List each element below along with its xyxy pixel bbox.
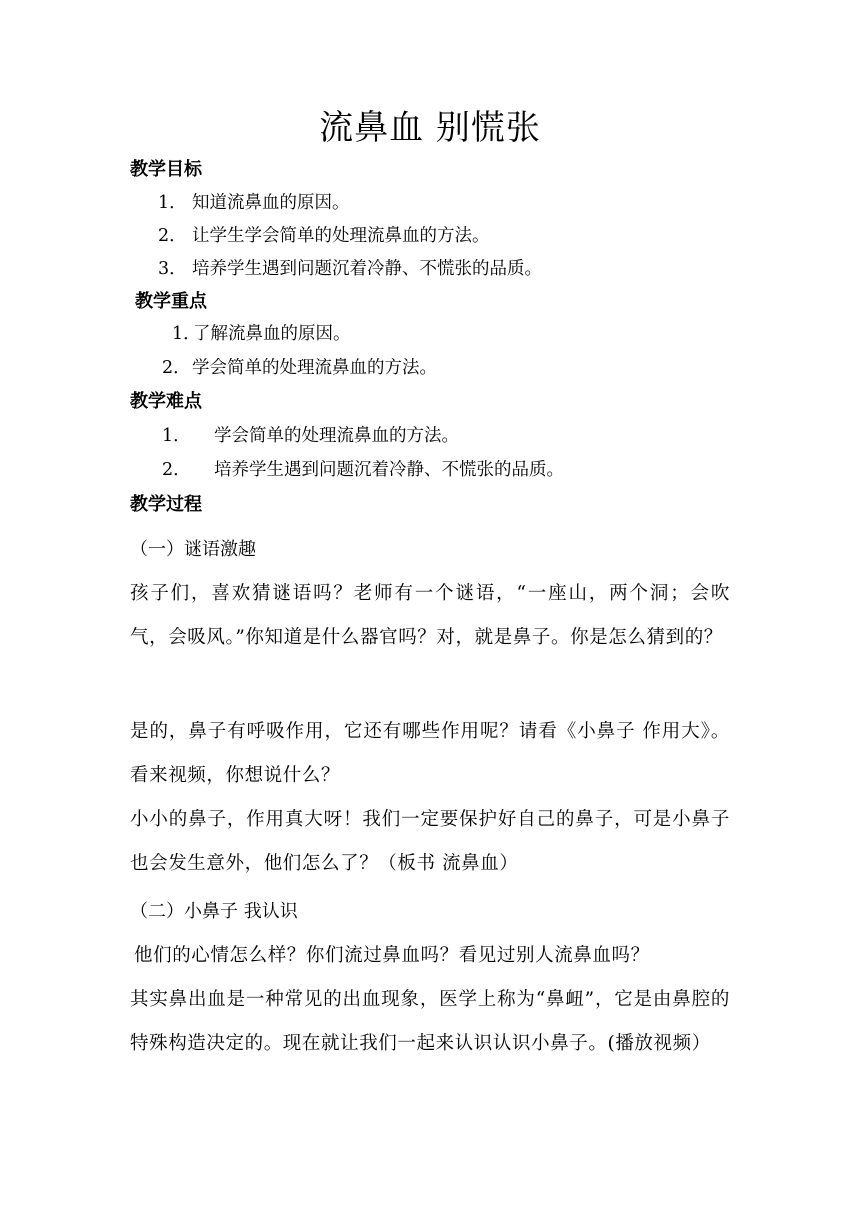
item-number: 2． [162,358,191,378]
key-point-item-2 [162,354,437,382]
item-text: 让学生学会简单的处理流鼻血的方法。 [192,226,490,246]
item-number: 3． [158,259,187,279]
objective-item-2 [158,222,490,250]
document-title: 流鼻血 别慌张 [319,108,541,148]
key-point-item-1 [172,320,351,348]
paragraph-nose-accident: 小小的鼻子，作用真大呀！我们一定要保护好自己的鼻子，可是小鼻子也会发生意外，他们怎么了？（板书 流鼻血） [130,809,730,874]
item-text: 培养学生遇到问题沉着冷静、不慌张的品质。 [192,259,542,279]
difficulty-item-1 [162,422,459,450]
item-number: 1． [162,426,191,446]
item-text: 知道流鼻血的原因。 [192,193,350,213]
section-title-know-nose: （二）小鼻子 我认识 [130,901,298,922]
section-title-riddle: （一）谜语激趣 [130,539,256,560]
item-number: 1． [172,324,201,344]
objectives-heading: 教学目标 [130,159,202,180]
item-number: 1． [158,193,187,213]
item-text: 培养学生遇到问题沉着冷静、不慌张的品质。 [214,460,564,480]
process-heading: 教学过程 [130,494,202,515]
difficulty-item-2 [162,456,564,484]
paragraph-nosebleed-explain: 其实鼻出血是一种常见的出血现象，医学上称为“鼻衄”，它是由鼻腔的特殊构造决定的。现在就让我们一起来认识认识小鼻子。(播放视频） [130,989,730,1054]
item-text: 了解流鼻血的原因。 [193,324,351,344]
item-text: 学会简单的处理流鼻血的方法。 [192,358,437,378]
key-points-heading: 教学重点 [135,291,207,312]
paragraph-nose-function: 是的，鼻子有呼吸作用，它还有哪些作用呢？请看《小鼻子 作用大》。看来视频，你想说什么？ [130,721,730,786]
objective-item-3 [158,255,542,283]
difficulties-heading: 教学难点 [130,391,202,412]
item-text: 学会简单的处理流鼻血的方法。 [214,426,459,446]
item-number: 2． [158,226,187,246]
objective-item-1 [158,189,350,217]
paragraph-riddle: 孩子们，喜欢猜谜语吗？老师有一个谜语，“一座山，两个洞；会吹气，会吸风。”你知道是什么器官吗？对，就是鼻子。你是怎么猜到的？ [130,583,730,648]
paragraph-feelings: 他们的心情怎么样？你们流过鼻血吗？看见过别人流鼻血吗？ [134,945,650,966]
item-number: 2． [162,460,191,480]
